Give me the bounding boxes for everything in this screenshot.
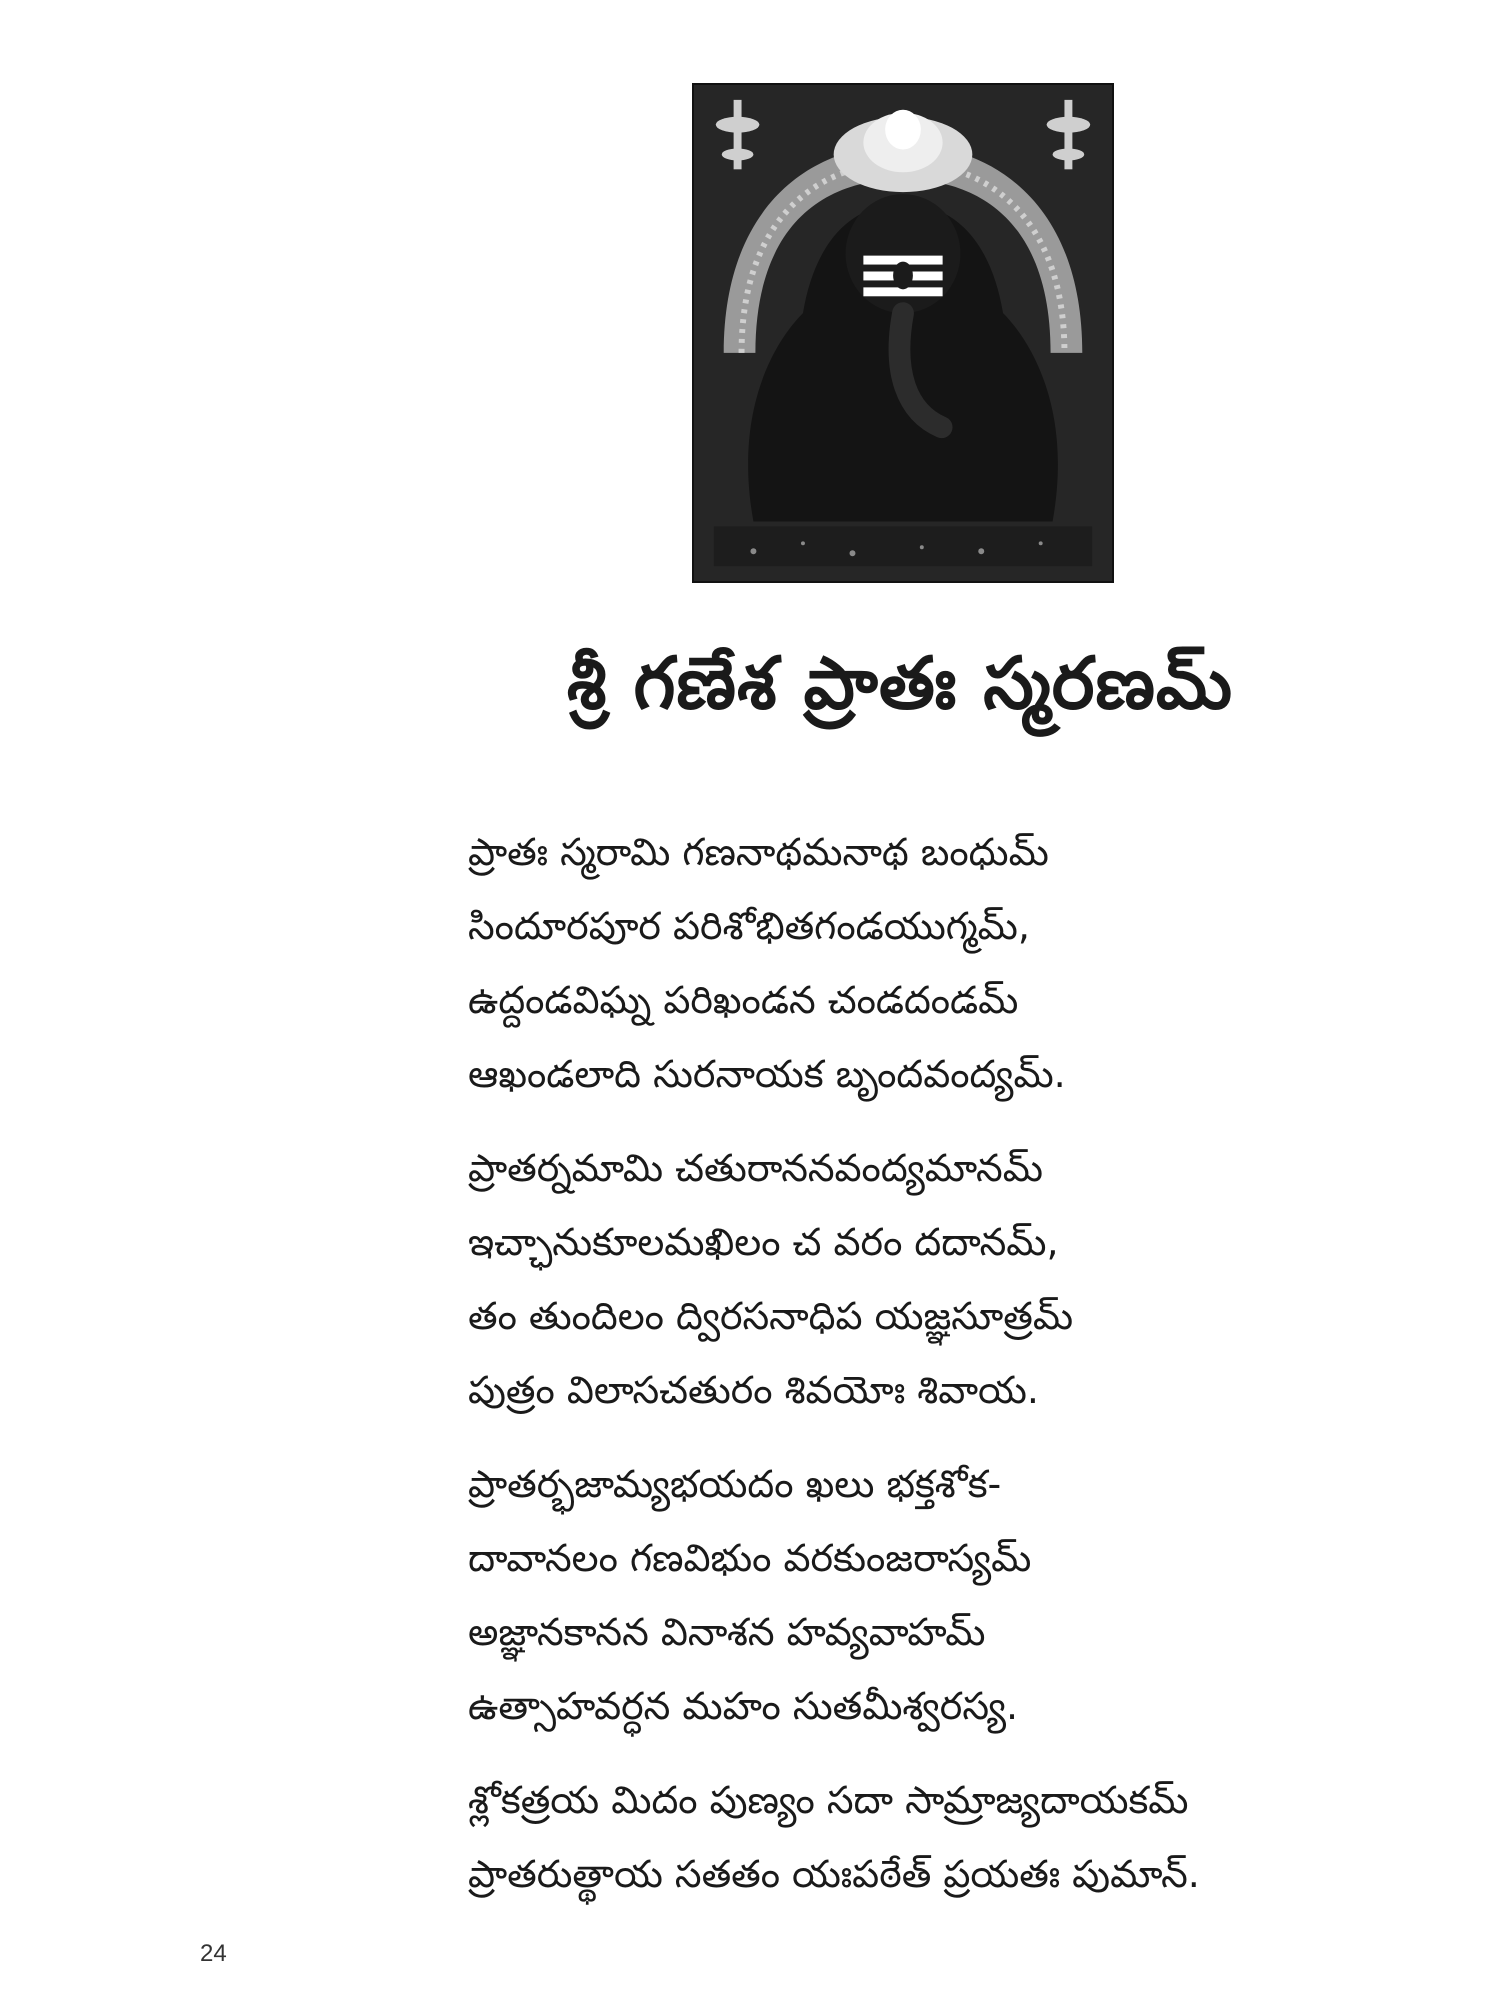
verse-line: శ్లోకత్రయ మిదం పుణ్యం సదా సామ్రాజ్యదాయకమ్: [468, 1778, 1189, 1822]
verse-line: ప్రాతః స్మరామి గణనాథమనాథ బంధుమ్: [468, 830, 1049, 874]
verse-line: పుత్రం విలాసచతురం శివయోః శివాయ.: [468, 1368, 1039, 1412]
verse-line: ఆఖండలాది సురనాయక బృందవంద్యమ్.: [468, 1052, 1066, 1096]
verse-line: ప్రాతర్భజామ్యభయదం ఖలు భక్తశోక-: [468, 1462, 1002, 1506]
verse-line: ప్రాతరుత్థాయ సతతం యఃపఠేత్ ప్రయతః పుమాన్.: [468, 1852, 1200, 1896]
verse-line: ఉత్సాహవర్ధన మహం సుతమీశ్వరస్య.: [468, 1684, 1019, 1728]
ganesha-shrine-image: [692, 83, 1114, 583]
verse-line: ఉద్దండవిఘ్న పరిఖండన చండదండమ్: [468, 978, 1019, 1022]
verse-line: దావానలం గణవిభుం వరకుంజరాస్యమ్: [468, 1536, 1032, 1580]
page-title: శ్రీ గణేశ ప్రాతః స్మరణమ్: [566, 641, 1234, 725]
verse-line: ప్రాతర్నమామి చతురాననవంద్యమానమ్: [468, 1146, 1043, 1190]
verse-body: [468, 815, 1368, 1931]
stanza-1: [468, 815, 1368, 1111]
stanza-4: [468, 1763, 1368, 1911]
verse-line: ఇచ్ఛానుకూలమఖిలం చ వరం దదానమ్,: [468, 1220, 1059, 1264]
verse-line: సిందూరపూర పరిశోభితగండయుగ్మమ్,: [468, 904, 1030, 948]
stanza-2: [468, 1131, 1368, 1427]
verse-line: అజ్ఞానకానన వినాశన హవ్యవాహమ్: [468, 1610, 986, 1654]
page-number: 24: [200, 1940, 227, 1967]
stanza-3: [468, 1447, 1368, 1743]
verse-line: తం తుందిలం ద్విరసనాధిప యజ్ఞసూత్రమ్: [468, 1294, 1074, 1338]
